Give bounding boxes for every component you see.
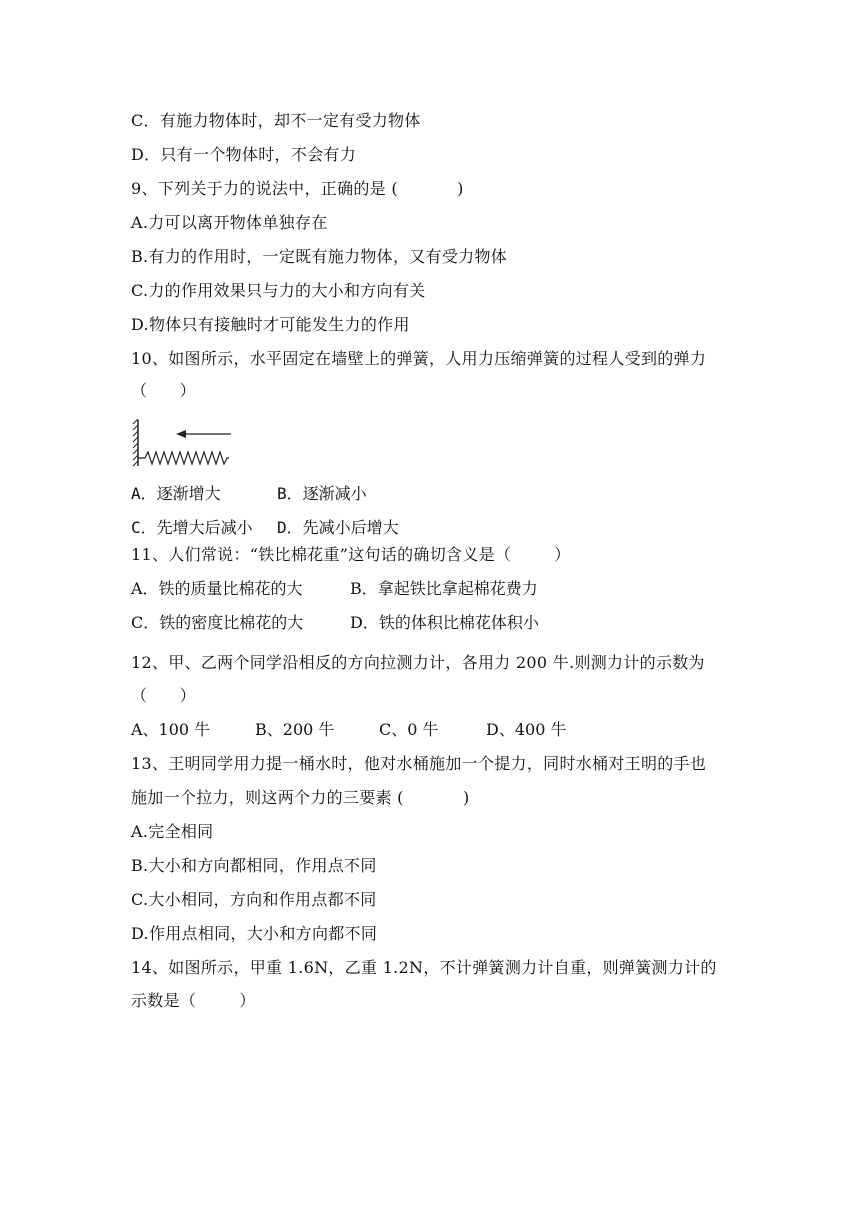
spring-wall-figure [131, 418, 235, 470]
q11-stem: 11、人们常说：“铁比棉花重”这句话的确切含义是（ ） [131, 545, 571, 564]
q11-option-a: A．铁的质量比棉花的大 [131, 579, 303, 598]
wall-icon [133, 419, 138, 466]
q13-option-a: A.完全相同 [131, 822, 214, 841]
q11-option-d: D．铁的体积比棉花体积小 [350, 613, 539, 632]
q8-option-c: C．有施力物体时，却不一定有受力物体 [131, 111, 421, 130]
q10-option-a: A．逐渐增大 [131, 484, 221, 503]
q12-option-b: B、200 牛 [255, 720, 335, 739]
q12-stem-line1: 12、甲、乙两个同学沿相反的方向拉测力计，各用力 200 牛.则测力计的示数为 [131, 653, 705, 672]
arrow-left-icon [176, 430, 231, 438]
spring-icon [138, 452, 229, 464]
q12-option-d: D、400 牛 [486, 720, 567, 739]
q10-stem-line2: （ ） [131, 381, 196, 400]
q8-option-d: D．只有一个物体时，不会有力 [131, 145, 357, 164]
q13-stem-line1: 13、王明同学用力提一桶水时，他对水桶施加一个提力，同时水桶对王明的手也 [131, 754, 707, 773]
q9-stem: 9、下列关于力的说法中，正确的是 ( ) [131, 179, 464, 198]
q10-option-c: C．先增大后减小 [131, 518, 253, 537]
q11-option-c: C．铁的密度比棉花的大 [131, 613, 304, 632]
q10-stem-line1: 10、如图所示，水平固定在墙壁上的弹簧，人用力压缩弹簧的过程人受到的弹力 [131, 349, 707, 368]
q13-option-c: C.大小相同，方向和作用点都不同 [131, 890, 377, 909]
q9-option-a: A.力可以离开物体单独存在 [131, 213, 328, 232]
q12-option-a: A、100 牛 [131, 720, 211, 739]
q13-option-d: D.作用点相同，大小和方向都不同 [131, 924, 378, 943]
q9-option-c: C.力的作用效果只与力的大小和方向有关 [131, 281, 426, 300]
q14-stem-line2: 示数是（ ） [131, 991, 256, 1010]
q13-option-b: B.大小和方向都相同，作用点不同 [131, 856, 377, 875]
q9-option-b: B.有力的作用时，一定既有施力物体，又有受力物体 [131, 247, 508, 266]
q13-stem-line2: 施加一个拉力，则这两个力的三要素 ( ) [131, 788, 470, 807]
q9-option-d: D.物体只有接触时才可能发生力的作用 [131, 315, 410, 334]
q12-stem-line2: （ ） [131, 686, 196, 705]
q10-option-d: D．先减小后增大 [277, 518, 399, 537]
q14-stem-line1: 14、如图所示，甲重 1.6N，乙重 1.2N，不计弹簧测力计自重，则弹簧测力计的 [131, 958, 717, 977]
q11-option-b: B．拿起铁比拿起棉花费力 [350, 579, 538, 598]
q10-option-b: B．逐渐减小 [277, 484, 367, 503]
q12-option-c: C、0 牛 [379, 720, 439, 739]
